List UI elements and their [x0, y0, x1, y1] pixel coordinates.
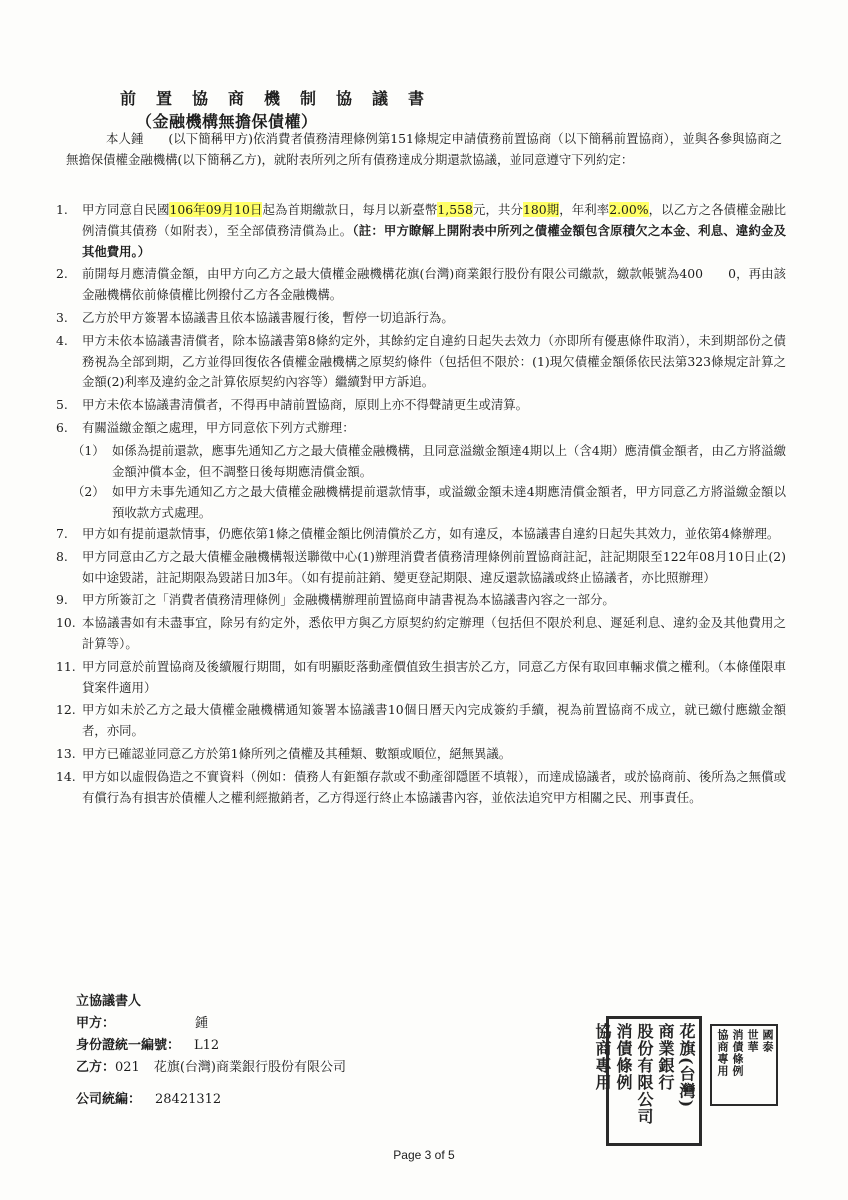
citibank-seal: 花旗(台灣) 商業銀行 股份有限公司 消債條例 協商專用 — [606, 1016, 702, 1146]
clause-10: 10. 本協議書如有未盡事宜，除另有約定外，悉依甲方與乙方原契約約定辦理（包括但不限於利息、遲延利息、違約金及其他費用之計算等）。 — [56, 615, 786, 651]
clause-1-note: （註：甲方瞭解上開附表中所列之債權金額包含原積欠之本金、利息、違約金及其他費用。） — [82, 222, 786, 259]
first-payment-date: 106年09月10日 — [169, 202, 263, 217]
clause-13: 13. 甲方已確認並同意乙方於第1條所列之債權及其種類、數額或順位，絕無異議。 — [56, 745, 512, 761]
clause-8: 8. 甲方同意由乙方之最大債權金融機構報送聯徵中心(1)辦理消費者債務清理條例前置協商註記，註記期限至122年08月10日止(2)如中途毀諾，註記期限為毀諾日加3年。（如有提前註銷、變更登記期限、違反還款協議或終止協議者，亦比照辦理） — [56, 548, 786, 585]
clause-1: 1. 甲方同意自民國106年09月10日起為首期繳款日，每月以新臺幣1,558元，共分180期，年利率2.00%，以乙方之各債權金融比例清償其債務（如附表），至全部債務清償為止。（註：甲方瞭解上開附表中所列之債權金額包含原積欠之本金、利息、違約金及其他費用。） — [56, 202, 787, 259]
clause-2: 2. 前開每月應清償金額，由甲方向乙方之最大債權金融機構花旗(台灣)商業銀行股份有限公司繳款，繳款帳號為400 0，再由該金融機構依前條債權比例撥付乙方各金融機構。 — [56, 266, 786, 303]
clause-list — [56, 200, 786, 810]
id-number: L12 — [194, 1038, 220, 1053]
company-id: 28421312 — [155, 1092, 222, 1107]
party-a-row: 甲方： 鍾 — [76, 1012, 208, 1031]
party-a-name: 鍾 — [195, 1016, 209, 1031]
document-title — [120, 86, 760, 132]
clause-5: 5. 甲方未依本協議書清償者，不得再申請前置協商，原則上亦不得聲請更生或清算。 — [56, 397, 529, 413]
clause-4: 4. 甲方未依本協議書清償者，除本協議書第8條約定外，其餘約定自違約日起失去效力（亦即所有優惠條件取消），未到期部份之債務視為全部到期，乙方並得回復依各債權金融機構之原契約條件（包括但不限於：(1)現欠債權金額係依民法第323條規定計算之金額(2)利率及違約金之計算依原契約內容等）繼續對甲方訴追。 — [56, 332, 786, 390]
title-main: 前置協商機制協議書 — [120, 89, 445, 108]
cathay-seal: 國泰 世華 消債條例 協商專用 — [710, 1024, 778, 1106]
intro-paragraph: 本人鍾 (以下簡稱甲方)依消費者債務清理條例第151條規定申請債務前置協商（以下簡稱前置協商），並與各參與協商之無擔保債權金融機構(以下簡稱乙方)，就附表所列之所有債務達成分期還款協議，並同意遵守下列約定： — [66, 131, 782, 167]
monthly-amount: 1,558 — [437, 202, 473, 217]
clause-12: 12. 甲方如未於乙方之最大債權金融機構通知簽署本協議書10個日曆天內完成簽約手續，視為前置協商不成立，就已繳付應繳金額者，亦同。 — [56, 702, 786, 739]
title-subtitle: （金融機構無擔保債權） — [136, 112, 318, 131]
clause-6-sub-2: （2） 如甲方未事先通知乙方之最大債權金融機構提前還款情事，或溢繳金額未達4期應清償金額者，甲方同意乙方將溢繳金額以預收款方式處理。 — [72, 484, 786, 521]
id-number-row: 身份證統一編號： L12 — [76, 1038, 220, 1053]
clause-3: 3. 乙方於甲方簽署本協議書且依本協議書履行後，暫停一切追訴行為。 — [56, 309, 454, 325]
clause-9: 9. 甲方所簽訂之「消費者債務清理條例」金融機構辦理前置協商申請書視為本協議書內容之一部分。 — [56, 592, 615, 608]
interest-rate: 2.00% — [609, 202, 649, 217]
page-number: Page 3 of 5 — [393, 1148, 455, 1162]
clause-14: 14. 甲方如以虛假偽造之不實資料（例如：債務人有鉅額存款或不動產卻隱匿不填報），而達成協議者，或於協商前、後所為之無償或有償行為有損害於債權人之權利經撤銷者，乙方得逕行終止本協議書內容，並依法追究甲方相關之民、刑事責任。 — [56, 768, 786, 805]
clause-11: 11. 甲方同意於前置協商及後續履行期間，如有明顯貶落動產價值致生損害於乙方，同意乙方保有取回車輛求償之權利。（本條僅限車貸案件適用） — [56, 658, 786, 695]
signatories-heading: 立協議書人 — [76, 994, 142, 1009]
clause-7: 7. 甲方如有提前還款情事，仍應依第1條之債權金額比例清償於乙方，如有違反，本協議書自違約日起失其效力，並依第4條辦理。 — [56, 525, 780, 541]
clause-6-sub-1: （1） 如係為提前還款，應事先通知乙方之最大債權金融機構，且同意溢繳金額達4期以上（含4期）應清償金額者，由乙方將溢繳金額沖償本金，但不調整日後每期應清償金額。 — [72, 442, 786, 479]
clause-6: 6. 有關溢繳金額之處理，甲方同意依下列方式辦理： — [56, 419, 355, 435]
company-id-row: 公司統編： 28421312 — [76, 1092, 222, 1107]
installment-count: 180期 — [522, 202, 560, 217]
party-b-code: 021 — [115, 1060, 140, 1075]
party-b-name: 花旗(台灣)商業銀行股份有限公司 — [153, 1060, 346, 1075]
party-b-row: 乙方：021 花旗(台灣)商業銀行股份有限公司 — [76, 1056, 346, 1075]
